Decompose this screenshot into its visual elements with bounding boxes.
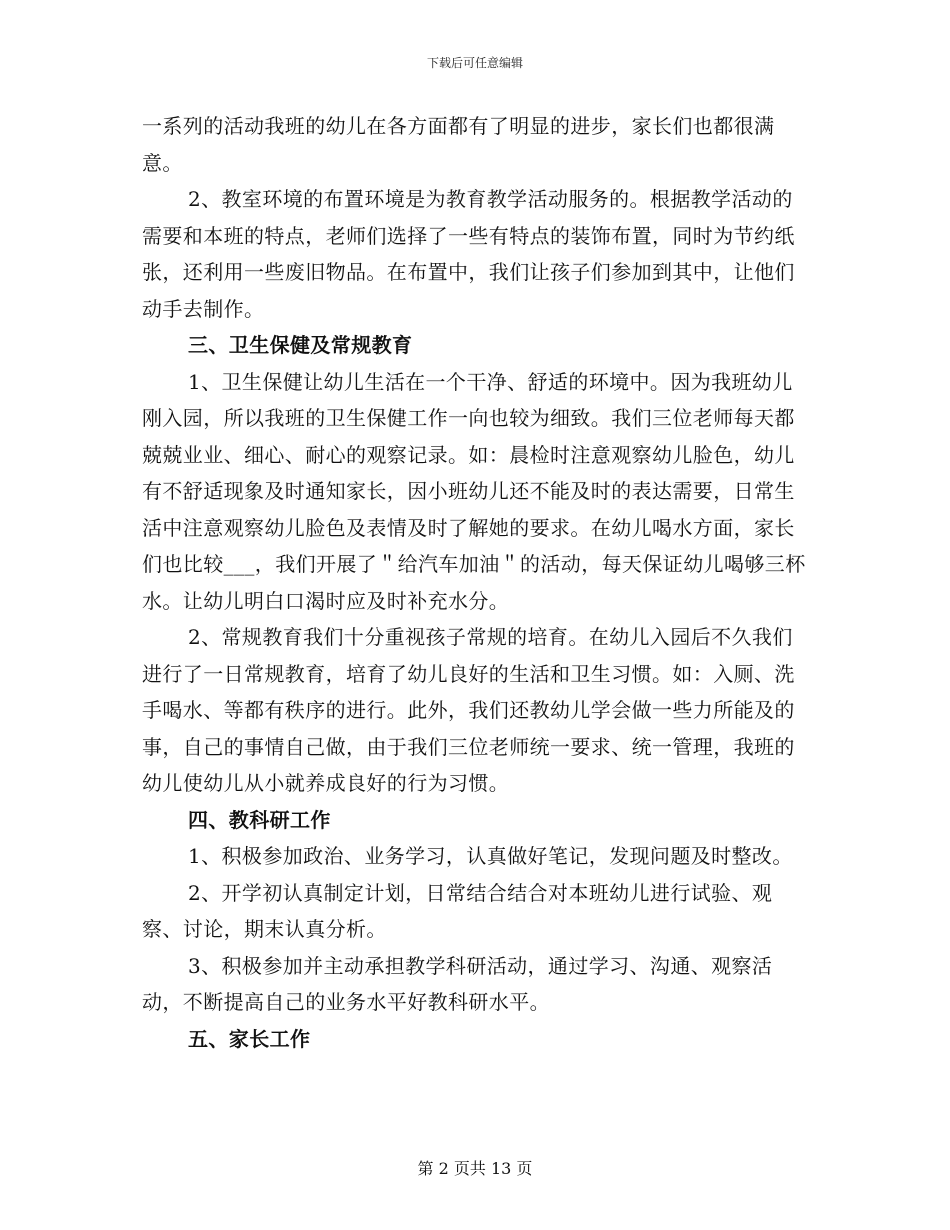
paragraph-routine-education: 2、常规教育我们十分重视孩子常规的培育。在幼儿入园后不久我们进行了一日常规教育，培育了幼儿良好的生活和卫生习惯。如：入厕、洗手喝水、等都有秩序的进行。此外，我们还教幼儿学会做一些力所能及的事，自己的事情自己做，由于我们三位老师统一要求、统一管理，我班的幼儿使幼儿从小就养成良好的行为习惯。 bbox=[142, 625, 795, 795]
document-body bbox=[142, 108, 810, 1057]
section-heading-hygiene: 三、卫生保健及常规教育 bbox=[188, 333, 413, 357]
section-heading-research: 四、教科研工作 bbox=[188, 807, 331, 832]
page-number-footer: 第 2 页共 13 页 bbox=[417, 1159, 533, 1178]
paragraph-research-3: 3、积极参加并主动承担教学科研活动，通过学习、沟通、观察活动，不断提高自己的业务水平好教科研水平。 bbox=[142, 953, 773, 1014]
page-header: 下载后可任意编辑 bbox=[426, 56, 523, 70]
section-heading-parents: 五、家长工作 bbox=[188, 1026, 311, 1051]
paragraph-continuation: 一系列的活动我班的幼儿在各方面都有了明显的进步，家长们也都很满意。 bbox=[142, 114, 775, 175]
paragraph-research-2: 2、开学初认真制定计划，日常结合结合对本班幼儿进行试验、观察、讨论，期末认真分析。 bbox=[142, 880, 773, 941]
paragraph-hygiene-care: 1、卫生保健让幼儿生活在一个干净、舒适的环境中。因为我班幼儿刚入园，所以我班的卫生保健工作一向也较为细致。我们三位老师每天都兢兢业业、细心、耐心的观察记录。如：晨检时注意观察幼儿脸色，幼儿有不舒适现象及时通知家长，因小班幼儿还不能及时的表达需要，日常生活中注意观察幼儿脸色及表情及时了解她的要求。在幼儿喝水方面，家长们也比较___，我们开展了＂给汽车加油＂的活动，每天保证幼儿喝够三杯水。让幼儿明白口渴时应及时补充水分。 bbox=[142, 369, 806, 613]
paragraph-classroom-environment: 2、教室环境的布置环境是为教育教学活动服务的。根据教学活动的需要和本班的特点，老师们选择了一些有特点的装饰布置，同时为节约纸张，还利用一些废旧物品。在布置中，我们让孩子们参加到其中，让他们动手去制作。 bbox=[142, 187, 795, 321]
paragraph-research-1: 1、积极参加政治、业务学习，认真做好笔记，发现问题及时整改。 bbox=[188, 844, 793, 868]
